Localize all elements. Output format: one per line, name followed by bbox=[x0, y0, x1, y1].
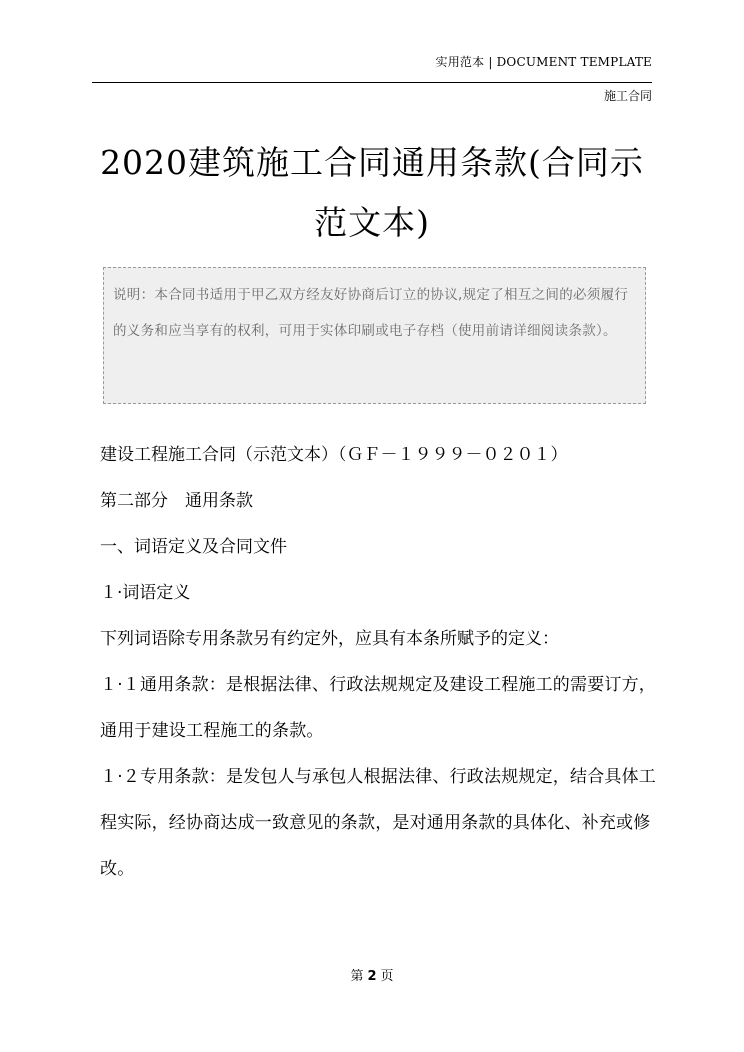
clause-1-2: １·２专用条款：是发包人与承包人根据法律、行政法规规定，结合具体工程实际，经协商达成一致意见的条款，是对通用条款的具体化、补充或修改。 bbox=[100, 767, 657, 879]
page-suffix: 页 bbox=[380, 969, 394, 984]
header-category: 施工合同 bbox=[603, 89, 652, 103]
header-document-template: 实用范本 | DOCUMENT TEMPLATE bbox=[435, 55, 652, 69]
chapter-heading: 一、词语定义及合同文件 bbox=[100, 537, 287, 557]
contract-name-line: 建设工程施工合同（示范文本）（ＧＦ－１９９９－０２０１） bbox=[100, 445, 568, 465]
document-body bbox=[100, 432, 660, 892]
notice-box: 说明：本合同书适用于甲乙双方经友好协商后订立的协议,规定了相互之间的必须履行的义务和应当享有的权利，可用于实体印刷或电子存档（使用前请详细阅读条款）。 bbox=[103, 267, 646, 404]
page-prefix: 第 bbox=[350, 969, 364, 984]
document-title: 2020建筑施工合同通用条款(合同示范文本) bbox=[100, 143, 644, 242]
header-divider bbox=[92, 82, 652, 83]
clause-1-1: １·１通用条款：是根据法律、行政法规规定及建设工程施工的需要订方，通用于建设工程施工的条款。 bbox=[100, 675, 657, 741]
clause-intro: 下列词语除专用条款另有约定外，应具有本条所赋予的定义： bbox=[100, 629, 559, 649]
clause-heading: １·词语定义 bbox=[100, 583, 191, 603]
page-number bbox=[0, 965, 744, 984]
page-number-value: 2 bbox=[367, 969, 377, 984]
section-heading: 第二部分 通用条款 bbox=[100, 491, 253, 511]
